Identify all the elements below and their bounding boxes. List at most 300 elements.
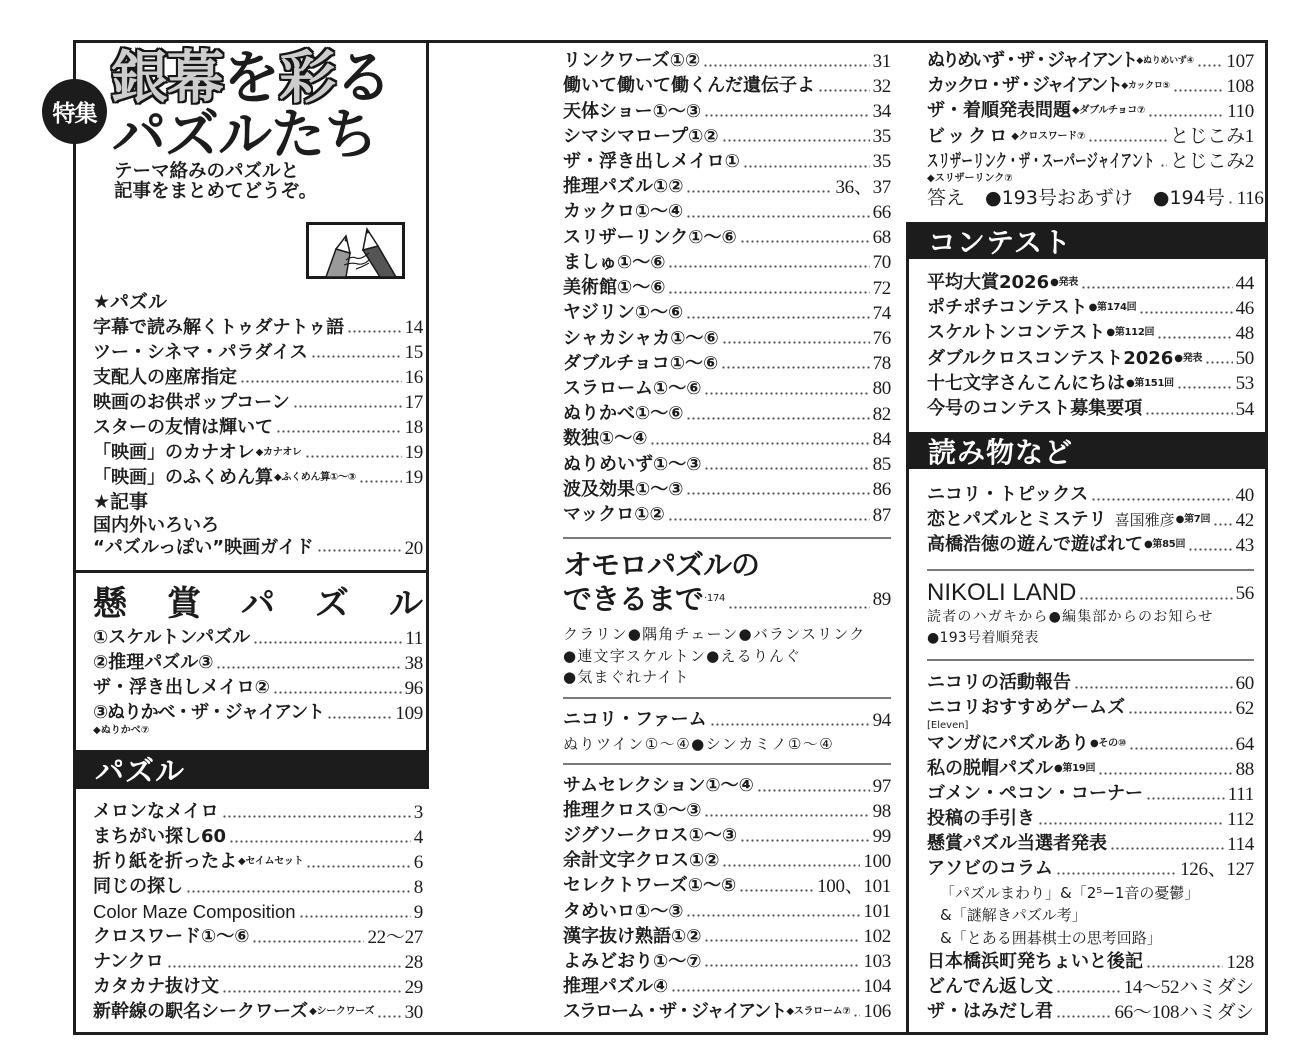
page-number: 111 <box>1227 783 1254 805</box>
entry-title: 私の脱帽パズル <box>927 758 1053 779</box>
dot-leader <box>671 989 860 992</box>
feature-list <box>93 290 423 559</box>
entry-title: 今号のコンテスト募集要項 <box>927 398 1143 420</box>
dot-leader <box>1074 686 1233 689</box>
entry-note: ◆クロスワード⑦ <box>1011 130 1086 142</box>
entry-title: 恋とパズルとミステリ <box>927 509 1107 530</box>
entry-title: 推理クロス①〜③ <box>563 800 702 822</box>
puzzle-list-column3 <box>563 774 891 1025</box>
entry-title: 高橋浩徳の遊んで遊ばれて <box>927 534 1143 555</box>
page-number: 94 <box>872 709 891 731</box>
dot-leader <box>686 316 869 319</box>
entry-title: 漢字抜け熟語①② <box>563 925 702 947</box>
entry-title: 同じの探し <box>93 876 183 897</box>
toc-entry <box>927 950 1254 975</box>
page-number: 53 <box>1235 373 1254 395</box>
toc-entry <box>927 533 1254 558</box>
toc-entry <box>563 301 891 326</box>
page-number: とじこみ2 <box>1169 151 1254 173</box>
toc-entry <box>927 396 1254 421</box>
page-number: 98 <box>872 800 891 822</box>
dot-leader <box>229 840 411 843</box>
entry-title: ビックロ <box>927 125 1011 147</box>
dot-leader <box>668 291 869 294</box>
dot-leader <box>1146 965 1223 968</box>
page-number: 88 <box>1235 758 1254 780</box>
feature-divider <box>74 570 428 573</box>
toc-entry <box>563 452 891 477</box>
toc-entry <box>93 390 423 415</box>
reading-list-group1 <box>927 483 1254 558</box>
dot-leader <box>668 518 870 521</box>
toc-entry <box>927 74 1254 99</box>
dot-leader <box>1148 114 1224 117</box>
dot-leader <box>1213 523 1232 526</box>
toc-entry <box>927 49 1254 74</box>
dot-leader <box>186 890 411 893</box>
toc-entry <box>93 537 423 559</box>
puzzle-names-line: ●連文字スケルトン●えるりんぐ <box>563 646 802 665</box>
toc-entry <box>563 974 891 999</box>
dot-leader <box>668 265 869 268</box>
entry-title: 美術館①〜⑥ <box>563 277 666 299</box>
entry-title: スターの友情は輝いて <box>93 416 273 438</box>
entry-title: マックロ①② <box>563 504 665 526</box>
page-number: 101 <box>863 901 891 923</box>
toc-entry <box>93 1000 423 1025</box>
page-number: 3 <box>413 801 423 823</box>
entry-title: Color Maze Composition <box>93 900 296 922</box>
toc-entry <box>563 326 891 351</box>
page-number: 14 <box>404 317 423 338</box>
title-text: を <box>223 45 279 111</box>
page-number: 14〜52ハミダシ <box>1123 976 1254 998</box>
puzzle-names-line: クラリン●隅角チェーン●バランスリンク <box>563 625 866 643</box>
dot-leader <box>722 341 870 344</box>
toc-entry <box>93 365 423 390</box>
dot-leader <box>359 480 402 483</box>
dot-leader <box>293 405 402 408</box>
entry-title: アソビのコラム <box>927 858 1053 879</box>
entry-title-text: スリザーリンク・ザ・スーパージャイアント <box>927 150 1155 172</box>
page-number: 128 <box>1226 951 1254 973</box>
page-number: 20 <box>404 537 423 559</box>
entry-title: ヤジリン①〜⑥ <box>563 302 684 324</box>
page-number: 60 <box>1235 672 1254 694</box>
column-divider-right <box>906 222 909 1034</box>
toc-entry <box>563 924 891 949</box>
entry-title: まちがい探し60 <box>93 826 227 847</box>
entry-note: ●第19回 <box>1054 763 1096 774</box>
entry-title: マンガにパズルあり <box>927 733 1089 754</box>
entry-title: シャカシャカ①〜⑥ <box>563 327 719 349</box>
entry-title: 投稿の手引き <box>927 808 1035 829</box>
dot-leader <box>818 89 870 92</box>
entry-title: ザ・着順発表問題 <box>927 100 1071 122</box>
page-number: 11 <box>405 627 423 649</box>
toc-entry <box>563 275 891 300</box>
answers-entry <box>927 186 1264 211</box>
nikoli-farm-section <box>563 708 891 756</box>
entry-title: タめいロ①〜③ <box>563 900 684 922</box>
toc-entry <box>93 415 423 440</box>
page-number: 30 <box>404 1001 423 1023</box>
toc-entry <box>563 351 891 376</box>
page-number: 84 <box>872 428 891 450</box>
page-number: 50 <box>1235 348 1254 370</box>
entry-title: どんでん返し文 <box>927 976 1053 998</box>
page-number: 89 <box>872 588 891 610</box>
toc-entry <box>927 124 1254 149</box>
toc-entry <box>927 346 1254 371</box>
entry-title: ゴメン・ペコン・コーナー <box>927 783 1143 804</box>
dot-leader <box>721 366 869 369</box>
page-number: 8 <box>413 876 423 898</box>
page-number: 54 <box>1235 398 1254 420</box>
section-heading-puzzles <box>93 290 423 315</box>
page-number: 64 <box>1235 733 1254 755</box>
entry-title: スラローム・ザ・ジャイアント <box>563 1000 786 1022</box>
page-number: 48 <box>1235 322 1254 344</box>
dot-leader <box>1088 139 1167 142</box>
toc-entry <box>927 975 1254 1000</box>
dot-leader <box>1056 1015 1111 1018</box>
divider-line <box>927 659 1254 661</box>
page-number: 18 <box>404 417 423 438</box>
toc-entry <box>563 149 891 174</box>
entry-title: 国内外いろいろ <box>93 515 219 536</box>
dot-leader <box>704 392 869 395</box>
page-number: 68 <box>872 227 891 249</box>
dot-leader <box>1110 847 1224 850</box>
dot-leader <box>240 380 402 383</box>
page-number: 43 <box>1235 534 1254 556</box>
entry-note: ◆ぬりめいず④ <box>1136 55 1194 66</box>
toc-entry <box>93 701 423 726</box>
entry-note: ●発表 <box>1050 277 1078 289</box>
toc-entry <box>927 1000 1254 1025</box>
dot-leader <box>722 864 860 867</box>
entry-title: サムセレクション①〜④ <box>563 775 754 797</box>
entry-title: よみどおり①〜⑦ <box>563 950 702 972</box>
page-number: 38 <box>404 652 423 674</box>
pencils-illustration-icon <box>306 222 405 279</box>
dot-leader <box>306 865 411 868</box>
dot-leader <box>704 939 860 942</box>
page-number: 6 <box>413 851 423 873</box>
entry-title: 働いて働いて働くんだ遺伝子よ <box>563 75 815 97</box>
toc-entry <box>563 200 891 225</box>
toc-entry <box>927 832 1254 857</box>
feature-title-line2: パズルたち <box>112 103 377 166</box>
page-number: とじこみ1 <box>1169 126 1254 148</box>
dot-leader <box>252 940 364 943</box>
page-number: 86 <box>872 479 891 501</box>
page-number: 62 <box>1235 697 1254 719</box>
entry-title: ぬりめいず①〜③ <box>563 453 702 475</box>
dot-leader <box>1098 772 1232 775</box>
toc-entry <box>563 949 891 974</box>
entry-title: 折り紙を折ったよ <box>93 851 237 872</box>
puzzle-names-line: ぬりツイン①〜④●シンカミノ①〜④ <box>563 734 835 753</box>
dot-leader <box>299 915 411 918</box>
dot-leader <box>1197 64 1224 67</box>
page-number: 17 <box>404 392 423 413</box>
dot-leader <box>1091 498 1232 501</box>
entry-note: ◆ふくめん算①〜③ <box>274 471 356 483</box>
section-header-contest: コンテスト <box>907 222 1267 259</box>
dot-leader <box>1188 548 1232 551</box>
toc-entry <box>927 508 1254 533</box>
entry-note: ◆スラローム⑦ <box>786 1005 851 1017</box>
dot-leader <box>722 139 870 142</box>
entry-title: ましゅ①〜⑥ <box>563 251 666 273</box>
column-detail-line: 「パズルまわり」&「2⁵−1音の憂鬱」 <box>940 883 1200 902</box>
toc-entry <box>93 800 423 825</box>
toc-entry <box>563 582 891 616</box>
entry-subnote: ◆ぬりかべ⑦ <box>93 724 150 736</box>
entry-title: 日本橋浜町発ちょいと後記 <box>927 951 1143 973</box>
entry-title: 新幹線の駅名シークワーズ <box>93 1001 309 1022</box>
section-header-puzzles: パズル <box>74 750 429 789</box>
contents-line: 読者のハガキから●編集部からのお知らせ <box>927 609 1214 625</box>
dot-leader <box>1139 311 1232 314</box>
entry-title: 支配人の座席指定 <box>93 366 237 388</box>
toc-entry <box>927 757 1254 782</box>
page-number: 78 <box>872 353 891 375</box>
entry-title: セレクトワーズ①〜⑤ <box>563 875 737 897</box>
reading-list-group2 <box>927 671 1254 1025</box>
entry-title: ③ぬりかべ・ザ・ジャイアント <box>93 702 324 723</box>
page-number: 9 <box>413 901 423 923</box>
page-number: 40 <box>1235 484 1254 506</box>
page-number: 109 <box>395 702 423 724</box>
feature-badge: 特集 <box>42 79 107 144</box>
dot-leader <box>740 240 870 243</box>
entry-title: カックロ・ザ・ジャイアント <box>927 75 1121 97</box>
divider-line <box>563 537 891 539</box>
dot-leader <box>222 990 402 993</box>
divider-line <box>563 697 891 699</box>
prize-puzzle-list <box>93 626 423 736</box>
page-number: 85 <box>872 454 891 476</box>
issue-number: ·174 <box>704 593 726 604</box>
toc-entry <box>93 850 423 875</box>
toc-entry <box>563 225 891 250</box>
entry-title: ニコリ・ファーム <box>563 709 707 730</box>
dot-leader <box>305 455 402 458</box>
page-number: 100、101 <box>817 875 891 897</box>
dot-leader <box>739 889 814 892</box>
dot-leader <box>1038 822 1224 825</box>
page-number: 42 <box>1235 509 1254 531</box>
entry-note: ◆シークワーズ <box>309 1006 375 1017</box>
entry-note: ●第7回 <box>1175 514 1211 525</box>
toc-entry <box>927 579 1254 607</box>
entry-subnote: ◆スリザーリンク⑦ <box>927 173 1013 185</box>
toc-entry <box>927 296 1254 321</box>
toc-entry <box>563 824 891 849</box>
page-number: 108 <box>1226 75 1254 97</box>
entry-title: スリザーリンク①〜⑥ <box>563 226 737 248</box>
entry-title: ぬりかべ①〜⑥ <box>563 403 684 425</box>
page-number: 29 <box>404 976 423 998</box>
column-detail-line: &「謎解きパズル考」 <box>940 906 1087 925</box>
page-number: 74 <box>872 302 891 324</box>
dot-leader <box>853 1014 860 1017</box>
dot-leader <box>216 666 401 669</box>
answers-part: ●193号おあずけ <box>985 187 1133 210</box>
entry-title <box>927 150 1157 172</box>
entry-title: ぬりめいず・ザ・ジャイアント <box>927 50 1136 72</box>
dot-leader <box>650 442 869 445</box>
page-number: 22〜27 <box>367 926 423 948</box>
puzzle-list-column2 <box>563 49 891 528</box>
nikoli-land-contents <box>927 607 1254 648</box>
toc-entry <box>927 857 1254 882</box>
entry-title: ニコリの活動報告 <box>927 672 1071 693</box>
dot-leader <box>253 641 402 644</box>
dot-leader <box>704 467 869 470</box>
entry-title: 懸賞パズル当選者発表 <box>927 833 1107 854</box>
entry-title: ①スケルトンパズル <box>93 627 251 648</box>
page-number: 19 <box>404 467 423 488</box>
dot-leader <box>1228 201 1234 204</box>
entry-title: ダブルクロスコンテスト2026 <box>927 347 1174 369</box>
page-number: 15 <box>404 342 423 363</box>
page-number: 32 <box>872 75 891 97</box>
entry-title: ニコリおすすめゲームズ <box>927 697 1126 718</box>
entry-title: ザ・浮き出しメイロ① <box>563 150 740 172</box>
dot-leader <box>740 839 869 842</box>
toc-entry <box>927 271 1254 296</box>
page-number: 70 <box>872 252 891 274</box>
entry-title: ポチポチコンテスト <box>927 297 1088 319</box>
section-heading-prize-puzzles: 懸賞パズル <box>93 584 463 624</box>
dot-leader <box>686 190 832 193</box>
entry-note: ◆ダブルチョコ⑦ <box>1072 105 1146 117</box>
toc-entry <box>563 799 891 824</box>
section-heading-articles <box>93 490 423 515</box>
dot-leader <box>1205 361 1232 364</box>
entry-title: ニコリ・トピックス <box>927 484 1089 505</box>
entry-title: ジグソークロス①〜③ <box>563 825 738 847</box>
title-silver-text: 彩 <box>279 45 335 111</box>
puzzle-names-line: ●気まぐれナイト <box>563 668 690 686</box>
entry-title: 波及効果①〜③ <box>563 478 684 500</box>
toc-entry <box>927 696 1254 721</box>
toc-entry <box>927 671 1254 696</box>
entry-title: 推理パズル①② <box>563 176 684 198</box>
answers-part: ●194号 <box>1152 187 1225 210</box>
dot-leader <box>327 716 393 719</box>
dot-leader <box>276 430 402 433</box>
page-number: 34 <box>872 101 891 123</box>
toc-entry <box>927 99 1254 124</box>
page-number: 99 <box>872 825 891 847</box>
heading-text: ★記事 <box>93 491 149 513</box>
entry-note: ●発表 <box>1174 352 1203 364</box>
toc-entry <box>93 626 423 651</box>
dot-leader <box>757 789 870 792</box>
entry-title: カックロ①〜④ <box>563 201 684 223</box>
toc-entry <box>927 732 1254 757</box>
page-number: 36、37 <box>835 176 891 198</box>
dot-leader <box>704 964 860 967</box>
entry-note: ◆カックロ⑤ <box>1121 80 1170 91</box>
dot-leader <box>1128 711 1232 714</box>
entry-note: ◆セイムセット <box>238 856 304 867</box>
dot-leader <box>1056 872 1177 875</box>
dot-leader <box>703 64 869 67</box>
page-number: 107 <box>1226 50 1254 72</box>
toc-entry-line1 <box>93 515 423 537</box>
page-number: 97 <box>872 775 891 797</box>
page-number: 35 <box>872 126 891 148</box>
dot-leader <box>347 330 401 333</box>
dot-leader <box>1145 412 1232 415</box>
toc-entry <box>93 676 423 701</box>
dot-leader <box>710 723 870 726</box>
feature-subtitle <box>114 162 317 202</box>
subtitle-line: 記事をまとめてどうぞ。 <box>114 181 318 202</box>
toc-entry <box>927 807 1254 832</box>
toc-entry <box>563 849 891 874</box>
page-number: 44 <box>1235 272 1254 294</box>
page-number: 19 <box>404 442 423 463</box>
page-number: 72 <box>872 277 891 299</box>
toc-entry <box>93 975 423 1000</box>
dot-leader <box>686 914 860 917</box>
page-number: 66〜108ハミダシ <box>1114 1001 1254 1023</box>
toc-entry <box>563 402 891 427</box>
toc-entry <box>927 149 1254 174</box>
nikoli-land-section <box>927 579 1254 648</box>
entry-title: 「映画」のふくめん算 <box>93 466 273 488</box>
toc-entry <box>563 899 891 924</box>
toc-entry <box>563 708 891 733</box>
answers-label: 答え <box>927 187 966 210</box>
entry-title: NIKOLI LAND <box>927 579 1077 606</box>
subtitle-line: テーマ絡みのパズルと <box>114 161 300 182</box>
entry-title: 天体ショー①〜③ <box>563 100 702 122</box>
page-number: 126、127 <box>1180 858 1254 880</box>
entry-note: ●第85回 <box>1144 539 1186 550</box>
page-number: 112 <box>1227 808 1254 830</box>
toc-entry <box>563 99 891 124</box>
toc-entry <box>563 49 891 74</box>
entry-title: 字幕で読み解くトゥダナトゥ語 <box>93 316 345 338</box>
dot-leader <box>686 215 869 218</box>
dot-leader <box>1081 286 1233 289</box>
entry-note: ●第112回 <box>1106 327 1155 339</box>
title-text: る <box>335 45 391 111</box>
page-number: 31 <box>872 50 891 72</box>
entry-subnote: [Eleven] <box>927 719 969 731</box>
page-number: 82 <box>872 403 891 425</box>
page-number: 116 <box>1236 188 1264 210</box>
entry-title: ツー・シネマ・パラダイス <box>93 341 308 363</box>
entry-note: ●第174回 <box>1088 302 1137 314</box>
entry-title: スラローム①〜⑥ <box>563 377 702 399</box>
page-number: 103 <box>863 951 891 973</box>
entry-title: ダブルチョコ①〜⑥ <box>563 352 719 374</box>
toc-entry <box>563 250 891 275</box>
toc-entry <box>93 440 423 465</box>
contents-line: ●193号着順発表 <box>927 629 1039 646</box>
toc-entry <box>563 874 891 899</box>
contest-list <box>927 271 1254 422</box>
